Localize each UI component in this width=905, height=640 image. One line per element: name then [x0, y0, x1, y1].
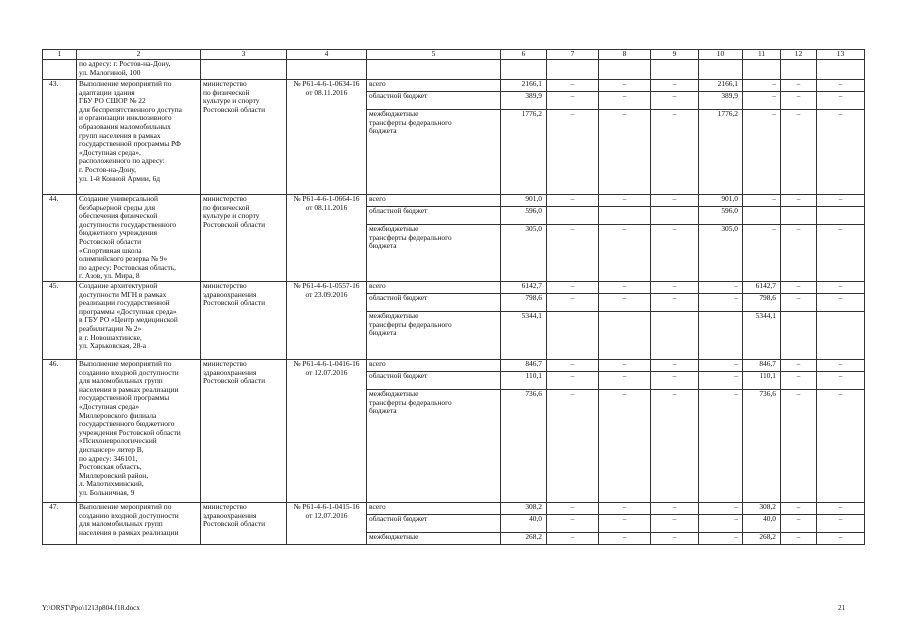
col-header: 6: [501, 50, 547, 60]
value-cell: –: [781, 533, 817, 545]
value-cell: 6142,7: [743, 282, 781, 294]
value-cell: 305,0: [501, 225, 547, 282]
value-cell: 901,0: [699, 195, 743, 207]
col-header: 8: [599, 50, 651, 60]
value-cell: –: [699, 515, 743, 533]
value-cell: –: [781, 92, 817, 110]
value-cell: [547, 312, 599, 360]
value-cell: –: [781, 225, 817, 282]
value-cell: –: [651, 110, 699, 195]
value-cell: –: [817, 282, 865, 294]
col-header: 11: [743, 50, 781, 60]
funding-source: межбюджетные: [367, 533, 501, 545]
value-cell: [599, 312, 651, 360]
value-cell: –: [547, 80, 599, 92]
value-cell: 596,0: [699, 207, 743, 225]
value-cell: 40,0: [743, 515, 781, 533]
value-cell: –: [781, 515, 817, 533]
page-number: 21: [838, 604, 846, 612]
col-header: 7: [547, 50, 599, 60]
value-cell: [547, 207, 599, 225]
funding-source: областной бюджет: [367, 294, 501, 312]
value-cell: 1776,2: [501, 110, 547, 195]
value-cell: –: [699, 282, 743, 294]
funding-source: всего: [367, 195, 501, 207]
value-cell: –: [599, 282, 651, 294]
value-cell: –: [817, 360, 865, 372]
value-cell: –: [599, 503, 651, 515]
value-cell: –: [547, 92, 599, 110]
value-cell: –: [547, 282, 599, 294]
value-cell: 5344,1: [743, 312, 781, 360]
header-row: [43, 50, 865, 60]
row-number: 43.: [43, 80, 77, 195]
value-cell: 389,9: [699, 92, 743, 110]
col-header: 4: [287, 50, 367, 60]
row-number: 44.: [43, 195, 77, 282]
responsible-ministry: министерство по физической культуре и спорту Ростовской области: [201, 195, 287, 282]
table-row: [43, 503, 865, 515]
value-cell: –: [651, 390, 699, 503]
value-cell: –: [599, 515, 651, 533]
funding-source: областной бюджет: [367, 92, 501, 110]
value-cell: –: [599, 92, 651, 110]
value-cell: –: [743, 110, 781, 195]
funding-source: всего: [367, 80, 501, 92]
value-cell: –: [547, 195, 599, 207]
value-cell: –: [817, 515, 865, 533]
value-cell: –: [817, 80, 865, 92]
value-cell: 389,9: [501, 92, 547, 110]
funding-source: всего: [367, 503, 501, 515]
value-cell: 596,0: [501, 207, 547, 225]
budget-table: [42, 49, 865, 545]
value-cell: –: [599, 294, 651, 312]
value-cell: –: [651, 372, 699, 390]
value-cell: –: [817, 225, 865, 282]
value-cell: [781, 312, 817, 360]
table-row: [43, 195, 865, 207]
value-cell: –: [651, 282, 699, 294]
responsible-ministry: министерство здравоохранения Ростовской области: [201, 360, 287, 503]
responsible-ministry: министерство здравоохранения Ростовской области: [201, 503, 287, 545]
value-cell: –: [651, 360, 699, 372]
value-cell: –: [547, 515, 599, 533]
continuation-row: [43, 60, 865, 80]
value-cell: 268,2: [743, 533, 781, 545]
value-cell: –: [651, 92, 699, 110]
value-cell: 1776,2: [699, 110, 743, 195]
contract-number: № Р61-4-6-1-0664-16 от 08.11.2016: [287, 195, 367, 282]
responsible-ministry: министерство по физической культуре и спорту Ростовской области: [201, 80, 287, 195]
col-header: 5: [367, 50, 501, 60]
funding-source: межбюджетные трансферты федерального бюджета: [367, 390, 501, 503]
table-row: [43, 80, 865, 92]
funding-source: межбюджетные трансферты федерального бюджета: [367, 110, 501, 195]
table-row: [43, 282, 865, 294]
value-cell: –: [599, 110, 651, 195]
value-cell: –: [651, 294, 699, 312]
row-number: 45.: [43, 282, 77, 360]
value-cell: –: [781, 282, 817, 294]
value-cell: –: [599, 372, 651, 390]
contract-number: № Р61-4-6-1-0634-16 от 08.11.2016: [287, 80, 367, 195]
value-cell: –: [547, 390, 599, 503]
value-cell: –: [547, 225, 599, 282]
funding-source: всего: [367, 360, 501, 372]
value-cell: –: [817, 195, 865, 207]
measure-description: Создание архитектурной доступности МГН в рамках реализации государственной программы «Доступная среда» в ГБУ РО «Центр медицинской реабилитации № 2» в г. Новошахтинске, ул. Харьковская, 28-а: [77, 282, 201, 360]
value-cell: –: [651, 503, 699, 515]
measure-description: Создание универсальной безбарьерной среды для обеспечения физической доступности государственного бюджетного учреждения Ростовской области «Спортивная школа олимпийского резерва № 9» по адресу: Ростовская область, г. Азов, ул. Мира, 8: [77, 195, 201, 282]
value-cell: –: [817, 294, 865, 312]
value-cell: –: [817, 390, 865, 503]
funding-source: областной бюджет: [367, 515, 501, 533]
funding-source: областной бюджет: [367, 372, 501, 390]
value-cell: –: [781, 360, 817, 372]
contract-number: № Р61-4-6-1-0557-16 от 23.09.2016: [287, 282, 367, 360]
value-cell: –: [781, 503, 817, 515]
value-cell: –: [651, 515, 699, 533]
value-cell: –: [651, 533, 699, 545]
value-cell: [699, 312, 743, 360]
value-cell: 305,0: [699, 225, 743, 282]
value-cell: 6142,7: [501, 282, 547, 294]
funding-source: всего: [367, 282, 501, 294]
row-number: 46.: [43, 360, 77, 503]
value-cell: –: [699, 294, 743, 312]
value-cell: –: [743, 195, 781, 207]
value-cell: –: [817, 92, 865, 110]
funding-source: межбюджетные трансферты федерального бюджета: [367, 225, 501, 282]
value-cell: –: [699, 533, 743, 545]
value-cell: –: [599, 390, 651, 503]
col-header: 10: [699, 50, 743, 60]
value-cell: 110,1: [501, 372, 547, 390]
continued-description: по адресу: г. Ростов-на-Дону, ул. Малогиной, 100: [77, 60, 201, 80]
value-cell: –: [743, 80, 781, 92]
value-cell: –: [781, 390, 817, 503]
value-cell: 736,6: [501, 390, 547, 503]
value-cell: [781, 207, 817, 225]
value-cell: [817, 312, 865, 360]
table-row: [43, 360, 865, 372]
value-cell: –: [651, 225, 699, 282]
value-cell: [651, 207, 699, 225]
value-cell: –: [817, 533, 865, 545]
value-cell: 2166,1: [501, 80, 547, 92]
value-cell: –: [817, 110, 865, 195]
funding-source: межбюджетные трансферты федерального бюджета: [367, 312, 501, 360]
contract-number: № Р61-4-6-1-0416-16 от 12.07.2016: [287, 360, 367, 503]
value-cell: –: [651, 195, 699, 207]
measure-description: Выполнение мероприятий по созданию входной доступности для маломобильных групп населения в рамках реализации: [77, 503, 201, 545]
value-cell: 798,6: [743, 294, 781, 312]
value-cell: –: [547, 503, 599, 515]
value-cell: –: [547, 533, 599, 545]
value-cell: –: [547, 372, 599, 390]
value-cell: –: [547, 360, 599, 372]
value-cell: –: [743, 92, 781, 110]
value-cell: –: [599, 225, 651, 282]
row-number: 47.: [43, 503, 77, 545]
value-cell: 798,6: [501, 294, 547, 312]
value-cell: –: [599, 533, 651, 545]
value-cell: 846,7: [743, 360, 781, 372]
col-header: 9: [651, 50, 699, 60]
value-cell: –: [651, 80, 699, 92]
value-cell: 268,2: [501, 533, 547, 545]
contract-number: № Р61-4-6-1-0415-16 от 12.07.2016: [287, 503, 367, 545]
value-cell: –: [699, 360, 743, 372]
responsible-ministry: министерство здравоохранения Ростовской области: [201, 282, 287, 360]
value-cell: 40,0: [501, 515, 547, 533]
value-cell: 110,1: [743, 372, 781, 390]
value-cell: 736,6: [743, 390, 781, 503]
value-cell: –: [781, 294, 817, 312]
measure-description: Выполнение мероприятий по адаптации здания ГБУ РО СШОР № 22 для беспрепятственного доступа и организации инклюзивного образования маломобильных групп населения в рамках государственной программы РФ «Доступная среда», расположенного по адресу: г. Ростов-на-Дону, ул. 1-й Конной Армии, 6д: [77, 80, 201, 195]
value-cell: 2166,1: [699, 80, 743, 92]
value-cell: –: [781, 195, 817, 207]
value-cell: 901,0: [501, 195, 547, 207]
col-header: 13: [817, 50, 865, 60]
value-cell: –: [699, 503, 743, 515]
value-cell: –: [781, 110, 817, 195]
value-cell: –: [781, 372, 817, 390]
value-cell: 308,2: [501, 503, 547, 515]
value-cell: –: [547, 294, 599, 312]
footer-file-path: Y:\ORST\Ppo\1213p804.f18.docx: [42, 604, 140, 612]
col-header: 1: [43, 50, 77, 60]
value-cell: –: [817, 503, 865, 515]
value-cell: 846,7: [501, 360, 547, 372]
measure-description: Выполнение мероприятий по созданию входной доступности для маломобильных групп населения в рамках реализации государственной программы «Доступная среда» Миллеровского филиала государственного бюджетного учреждения Ростовской области «Психоневрологический диспансер» литер В, по адресу: 346101, Ростовская область, Миллеровский район, л. Малотихминский, ул. Больничная, 9: [77, 360, 201, 503]
col-header: 12: [781, 50, 817, 60]
value-cell: –: [599, 360, 651, 372]
value-cell: –: [743, 225, 781, 282]
value-cell: –: [599, 195, 651, 207]
value-cell: 5344,1: [501, 312, 547, 360]
value-cell: –: [599, 80, 651, 92]
value-cell: –: [699, 390, 743, 503]
value-cell: –: [699, 372, 743, 390]
value-cell: –: [781, 80, 817, 92]
col-header: 3: [201, 50, 287, 60]
value-cell: [651, 312, 699, 360]
value-cell: –: [547, 110, 599, 195]
funding-source: областной бюджет: [367, 207, 501, 225]
value-cell: 308,2: [743, 503, 781, 515]
col-header: 2: [77, 50, 201, 60]
value-cell: –: [817, 372, 865, 390]
value-cell: [743, 207, 781, 225]
value-cell: [599, 207, 651, 225]
value-cell: [817, 207, 865, 225]
